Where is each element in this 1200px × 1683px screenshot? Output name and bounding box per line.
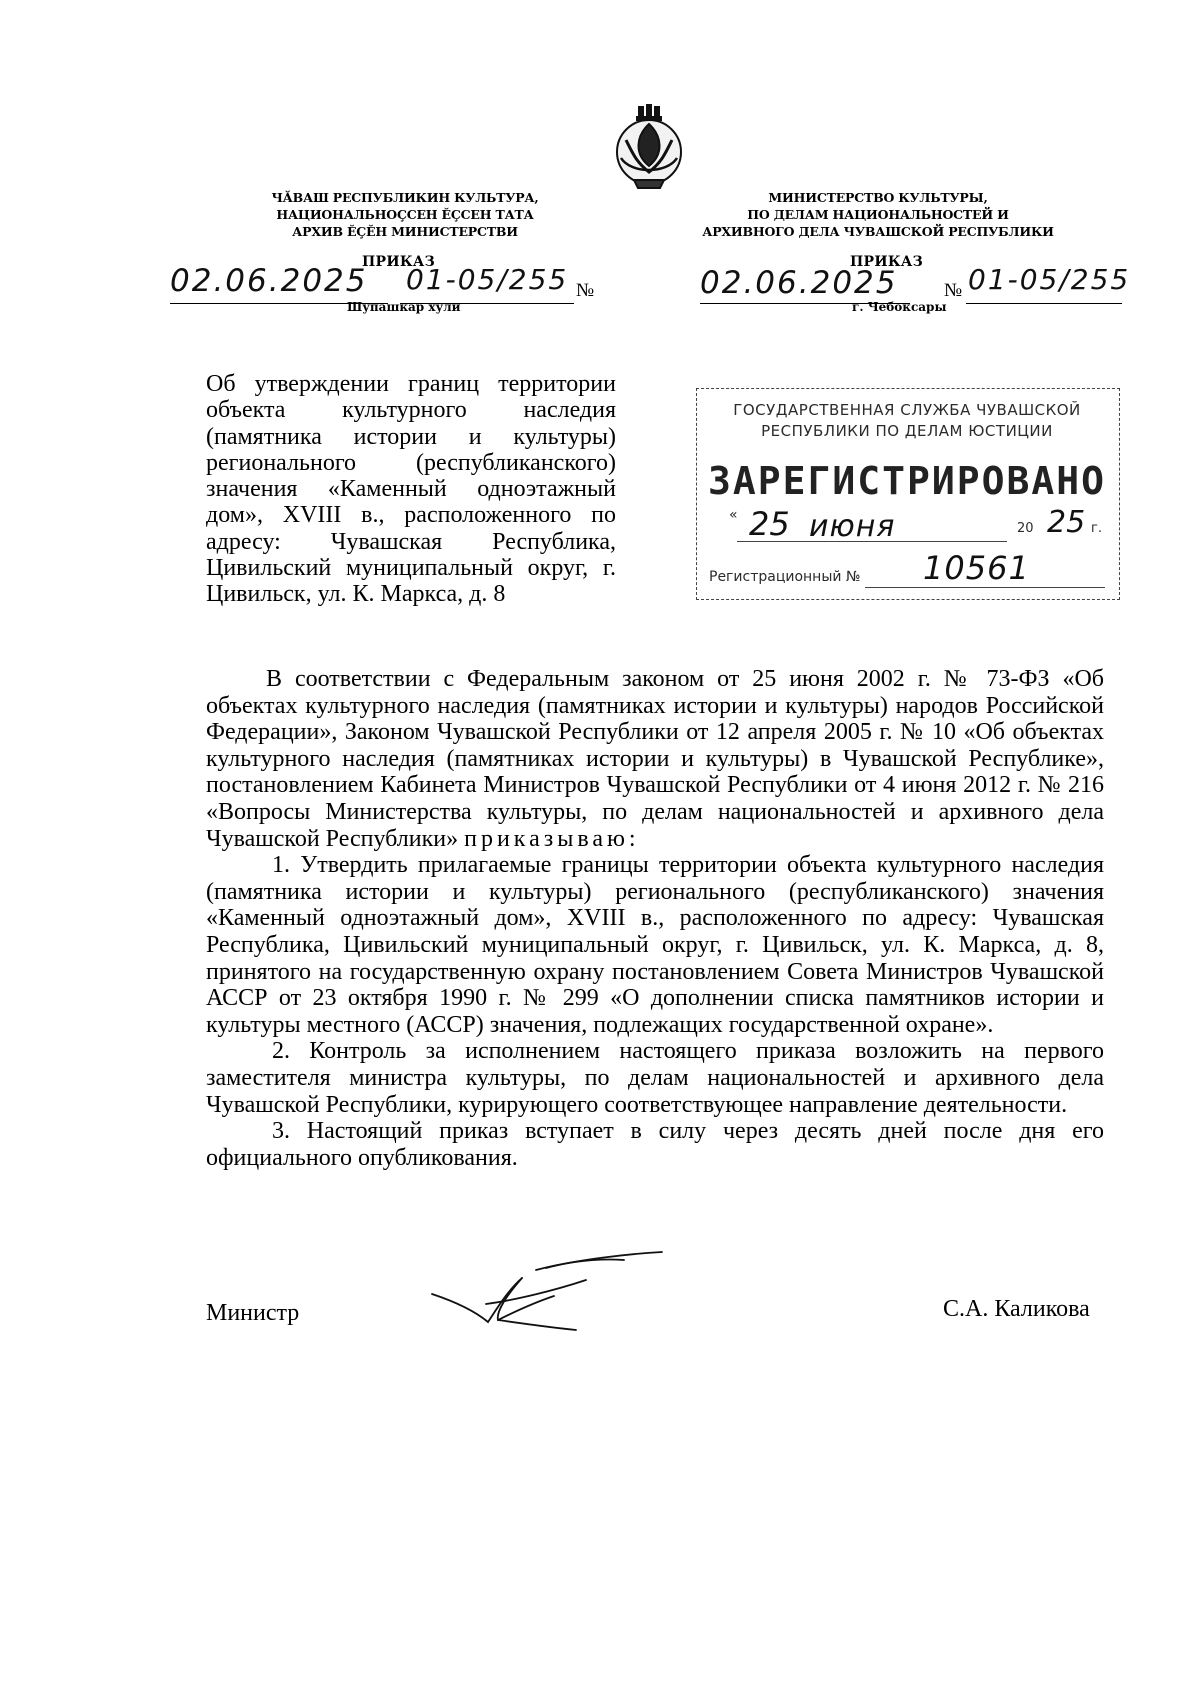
stamp-agency-line2: РЕСПУБЛИКИ ПО ДЕЛАМ ЮСТИЦИИ [761,422,1053,440]
signer-position: Министр [206,1300,300,1326]
handwritten-signature [426,1250,666,1340]
preamble-text: В соответствии с Федеральным законом от 25 июня 2002 г. № 73-ФЗ «Об объектах культурного наследия (памятниках истории и культуры) народов Российской Федерации», Законом Чувашской Республики от 12 апреля 2005 г. № 10 «Об объектах культурного наследия (памятниках истории и культуры) в Чувашской Республике», постановлением Кабинета Министров Чувашской Республики от 4 июня 2012 г. № 216 «Вопросы Министерства культуры, по делам национальностей и архивного дела Чувашской Республики» [206,666,1104,852]
left-date-handwritten: 02.06.2025 [170,263,368,299]
right-date-handwritten: 02.06.2025 [700,265,898,301]
stamp-reg-label: Регистрационный № [709,569,861,585]
stamp-day-handwritten: 25 [749,505,790,543]
stamp-agency-line1: ГОСУДАРСТВЕННАЯ СЛУЖБА ЧУВАШСКОЙ [733,401,1081,419]
stamp-reg-line [865,587,1105,588]
number-sign-right: № [944,280,963,301]
org-line: МИНИСТЕРСТВО КУЛЬТУРЫ, [768,190,988,205]
stamp-registered: ЗАРЕГИСТРИРОВАНО [707,459,1107,503]
org-line: АРХИВ ӖҪӖН МИНИСТЕРСТВИ [292,224,518,239]
stamp-month-handwritten: июня [809,509,896,544]
doc-type-left: ПРИКАЗ [362,254,436,270]
preamble-paragraph [206,666,1104,852]
place-left: Шупашкар хули [347,300,461,314]
item-2: 2. Контроль за исполнением настоящего приказа возложить на первого заместителя министра культуры, по делам национальностей и архивного дела Чувашской Республики, курирующего соответствующее направление деятельности. [206,1038,1104,1118]
number-sign-left: № [576,280,595,301]
right-number-handwritten: 01-05/255 [968,263,1131,296]
order-word: приказываю: [464,825,640,852]
item-3: 3. Настоящий приказ вступает в силу через десять дней после дня его официального опубликования. [206,1118,1104,1171]
ministry-name-chuvash [185,189,625,240]
stamp-year-suffix: г. [1091,521,1102,536]
left-number-handwritten: 01-05/255 [406,263,569,296]
number-underline-right [966,303,1122,304]
ministry-name-russian [658,189,1098,240]
stamp-year-prefix: 20 [1017,521,1034,536]
order-title: Об утверждении границ территории объекта культурного наследия (памятника истории и культуры) регионального (республиканского) значения «Каменный одноэтажный дом», XVIII в., расположенного по адресу: Чувашская Республика, Цивильский муниципальный округ, г. Цивильск, ул. К. Маркса, д. 8 [206,371,616,608]
stamp-year-handwritten: 25 [1047,505,1086,540]
org-line: НАЦИОНАЛЬНОҪСЕН ӖҪСЕН ТАТА [276,207,534,222]
coat-of-arms-emblem [606,100,692,192]
order-body [206,666,1104,1171]
registration-stamp [696,388,1120,600]
stamp-reg-number-handwritten: 10561 [923,549,1030,587]
signer-name: С.А. Каликова [943,1296,1090,1322]
org-line: ЧӐВАШ РЕСПУБЛИКИН КУЛЬТУРА, [271,190,539,205]
stamp-quote-open: « [729,507,738,523]
item-1: 1. Утвердить прилагаемые границы территории объекта культурного наследия (памятника истории и культуры) регионального (республиканского) значения «Каменный одноэтажный дом», XVIII в., расположенного по адресу: Чувашская Республика, Цивильский муниципальный округ, г. Цивильск, ул. К. Маркса, д. 8, принятого на государственную охрану постановлением Совета Министров Чувашской АССР от 23 октября 1990 г. № 299 «О дополнении списка памятников истории и культуры местного (АССР) значения, подлежащих государственной охране». [206,852,1104,1038]
org-line: ПО ДЕЛАМ НАЦИОНАЛЬНОСТЕЙ И [747,207,1009,222]
doc-type-right: ПРИКАЗ [850,254,924,270]
place-right: г. Чебоксары [852,300,947,314]
org-line: АРХИВНОГО ДЕЛА ЧУВАШСКОЙ РЕСПУБЛИКИ [702,224,1054,239]
stamp-date-line [737,541,1007,542]
